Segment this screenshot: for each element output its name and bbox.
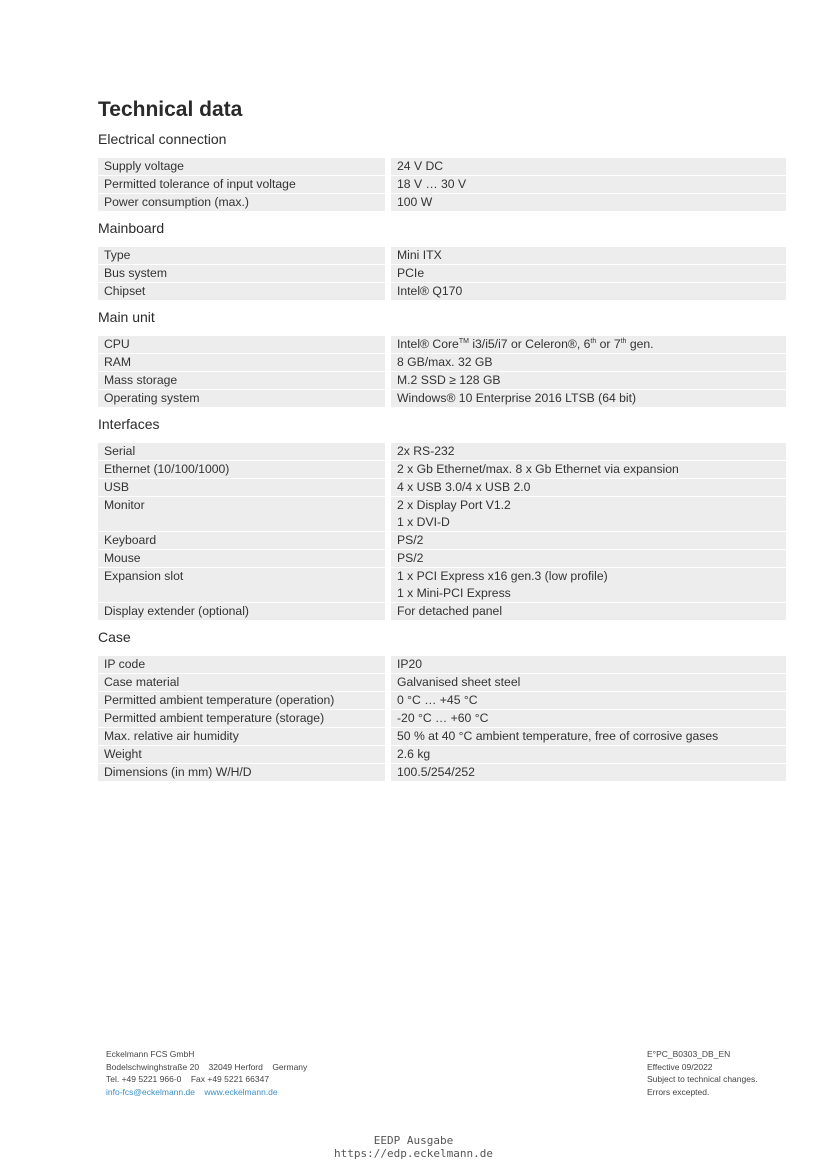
spec-label: Serial (98, 443, 385, 460)
spec-value-line: 2.6 kg (397, 747, 431, 761)
spec-value-line: PS/2 (397, 533, 424, 547)
spec-value (391, 176, 786, 193)
spec-value-line: Intel® Core™ i3/i5/i7 or Celeron®, 6th or 7th gen. (397, 337, 654, 351)
table-row (98, 497, 786, 531)
spec-label: Permitted ambient temperature (storage) (98, 710, 385, 727)
table-row (98, 603, 786, 620)
disclaimer-errors: Errors excepted. (647, 1086, 710, 1097)
spec-value (391, 532, 786, 549)
effective-date: Effective 09/2022 (647, 1061, 713, 1072)
spec-table (98, 442, 786, 621)
spec-value-line: 2 x Display Port V1.2 (397, 498, 511, 512)
spec-label: Mass storage (98, 372, 385, 389)
edp-watermark (0, 1134, 827, 1160)
spec-table (98, 246, 786, 301)
spec-value-line: 18 V … 30 V (397, 177, 467, 191)
spec-value (391, 603, 786, 620)
spec-value-line: 1 x DVI-D (397, 515, 450, 529)
spec-label: Weight (98, 746, 385, 763)
section-heading: Mainboard (98, 220, 165, 236)
spec-label: Mouse (98, 550, 385, 567)
company-address: Bodelschwinghstraße 20 32049 Herford Germany (106, 1061, 308, 1072)
spec-value-line: 1 x PCI Express x16 gen.3 (low profile) (397, 569, 608, 583)
spec-value-line: M.2 SSD ≥ 128 GB (397, 373, 501, 387)
spec-value-line: Windows® 10 Enterprise 2016 LTSB (64 bit) (397, 391, 637, 405)
spec-value-line: 1 x Mini-PCI Express (397, 586, 511, 600)
spec-label: Permitted ambient temperature (operation) (98, 692, 385, 709)
spec-label: Case material (98, 674, 385, 691)
spec-value (391, 283, 786, 300)
spec-value (391, 656, 786, 673)
spec-value-line: 2x RS-232 (397, 444, 455, 458)
spec-value-line: -20 °C … +60 °C (397, 711, 489, 725)
table-row (98, 461, 786, 478)
page-title: Technical data (98, 98, 243, 121)
spec-value-line: 24 V DC (397, 159, 444, 173)
spec-value (391, 692, 786, 709)
company-name: Eckelmann FCS GmbH (106, 1049, 195, 1059)
table-row (98, 728, 786, 745)
section-heading: Case (98, 629, 131, 645)
section-heading: Main unit (98, 309, 155, 325)
spec-table (98, 157, 786, 212)
website-link[interactable]: www.eckelmann.de (204, 1086, 278, 1097)
spec-label: Dimensions (in mm) W/H/D (98, 764, 385, 781)
footer-company-info (106, 1048, 307, 1098)
table-row (98, 336, 786, 353)
table-row (98, 354, 786, 371)
spec-value-line: PS/2 (397, 551, 424, 565)
table-row (98, 443, 786, 460)
table-row (98, 746, 786, 763)
spec-label: Operating system (98, 390, 385, 407)
table-row (98, 194, 786, 211)
spec-value-line: 8 GB/max. 32 GB (397, 355, 493, 369)
company-phone: Tel. +49 5221 966-0 Fax +49 5221 66347 (106, 1074, 270, 1084)
section-heading: Electrical connection (98, 131, 227, 147)
spec-label: Chipset (98, 283, 385, 300)
spec-label: Power consumption (max.) (98, 194, 385, 211)
spec-value-line: Galvanised sheet steel (397, 675, 521, 689)
spec-value (391, 265, 786, 282)
spec-label: USB (98, 479, 385, 496)
spec-value (391, 390, 786, 407)
spec-value-line: 0 °C … +45 °C (397, 693, 478, 707)
table-row (98, 764, 786, 781)
spec-table (98, 335, 786, 408)
spec-value (391, 354, 786, 371)
spec-value (391, 336, 786, 353)
spec-value-line: 100.5/254/252 (397, 765, 475, 779)
spec-label: Supply voltage (98, 158, 385, 175)
spec-label: Expansion slot (98, 568, 385, 602)
footer-document-info (647, 1048, 758, 1098)
spec-label: Type (98, 247, 385, 264)
table-row (98, 710, 786, 727)
spec-label: Bus system (98, 265, 385, 282)
watermark-url[interactable]: https://edp.eckelmann.de (334, 1147, 493, 1160)
spec-value-line: Mini ITX (397, 248, 442, 262)
spec-value (391, 194, 786, 211)
spec-value (391, 764, 786, 781)
spec-value (391, 674, 786, 691)
table-row (98, 283, 786, 300)
spec-value (391, 247, 786, 264)
spec-sections (98, 130, 786, 782)
spec-value (391, 568, 786, 602)
spec-label: Permitted tolerance of input voltage (98, 176, 385, 193)
table-row (98, 479, 786, 496)
spec-value (391, 710, 786, 727)
spec-value-line: 100 W (397, 195, 433, 209)
spec-value-line: 2 x Gb Ethernet/max. 8 x Gb Ethernet via expansion (397, 462, 679, 476)
spec-value-line: 50 % at 40 °C ambient temperature, free of corrosive gases (397, 729, 719, 743)
document-body (98, 97, 786, 784)
spec-value-line: PCIe (397, 266, 425, 280)
table-row (98, 674, 786, 691)
spec-value (391, 728, 786, 745)
spec-value-line: Intel® Q170 (397, 284, 463, 298)
table-row (98, 692, 786, 709)
spec-value-line: 4 x USB 3.0/4 x USB 2.0 (397, 480, 531, 494)
document-id: E°PC_B0303_DB_EN (647, 1049, 731, 1059)
company-contact-links (106, 1086, 307, 1099)
table-row (98, 265, 786, 282)
spec-value-line: IP20 (397, 657, 423, 671)
spec-value (391, 158, 786, 175)
table-row (98, 247, 786, 264)
spec-table (98, 655, 786, 782)
spec-value (391, 550, 786, 567)
table-row (98, 158, 786, 175)
spec-label: RAM (98, 354, 385, 371)
table-row (98, 550, 786, 567)
spec-label: IP code (98, 656, 385, 673)
table-row (98, 532, 786, 549)
spec-value (391, 461, 786, 478)
spec-value (391, 746, 786, 763)
spec-value (391, 443, 786, 460)
spec-label: CPU (98, 336, 385, 353)
table-row (98, 390, 786, 407)
spec-label: Display extender (optional) (98, 603, 385, 620)
spec-label: Keyboard (98, 532, 385, 549)
spec-value (391, 479, 786, 496)
spec-label: Max. relative air humidity (98, 728, 385, 745)
spec-label: Monitor (98, 497, 385, 531)
spec-value (391, 497, 786, 531)
spec-value-line: For detached panel (397, 604, 503, 618)
table-row (98, 656, 786, 673)
email-link[interactable]: info-fcs@eckelmann.de (106, 1086, 195, 1097)
watermark-title: EEDP Ausgabe (373, 1134, 454, 1147)
table-row (98, 568, 786, 602)
spec-value (391, 372, 786, 389)
section-heading: Interfaces (98, 416, 160, 432)
disclaimer-changes: Subject to technical changes. (647, 1074, 758, 1084)
table-row (98, 176, 786, 193)
spec-label: Ethernet (10/100/1000) (98, 461, 385, 478)
table-row (98, 372, 786, 389)
